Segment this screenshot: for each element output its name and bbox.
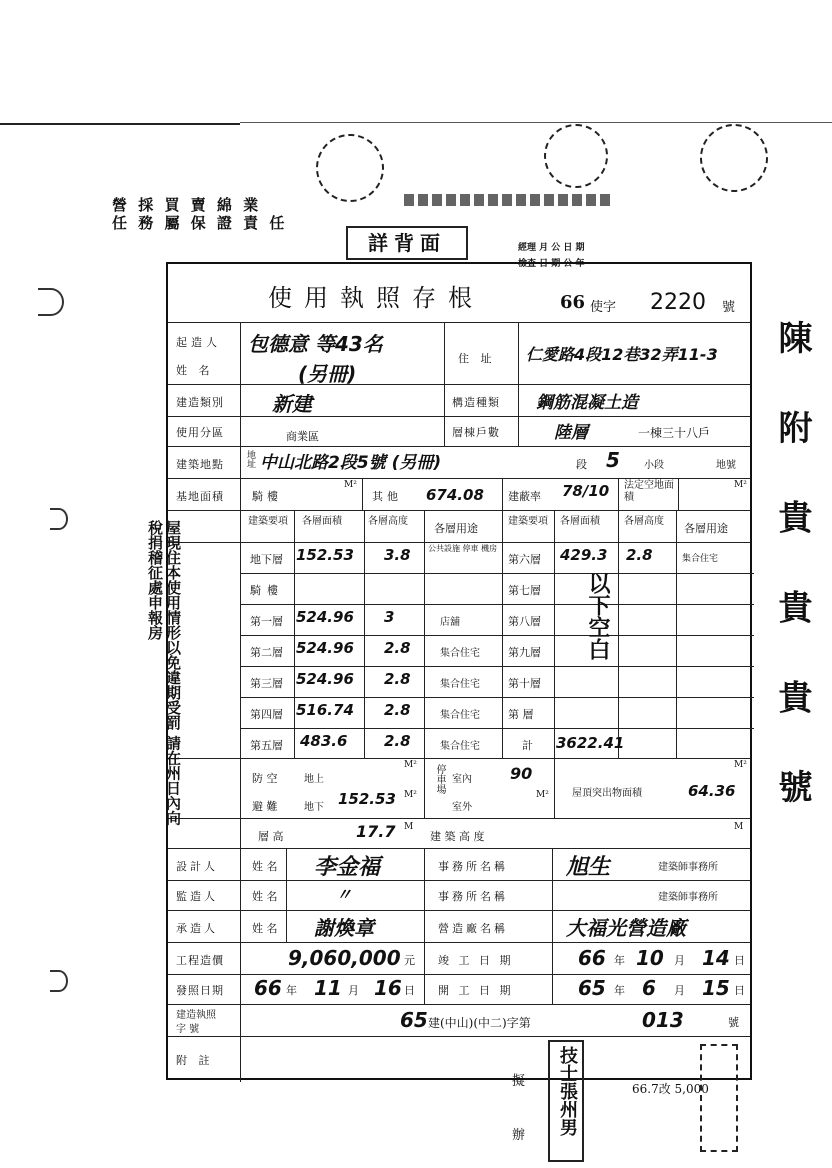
contractor-label: 承造人 [176,922,218,935]
seal-stamp-2 [544,124,608,188]
completion-day-char: 日 [734,954,745,967]
floor-area: 152.53 [296,546,354,564]
site-label: 建築地點 [176,458,224,471]
rule [554,758,555,818]
sign-label-1: 擬 [512,1074,526,1089]
floor-row [502,697,754,728]
floor-rows-left [240,542,502,758]
permit-number-prefix: 66 [560,292,586,313]
floor-row [502,728,754,758]
supervisor-label: 監造人 [176,890,218,903]
rule [240,635,502,636]
rule [518,384,519,446]
completion-year-char: 年 [614,954,625,967]
floor-name: 第一層 [250,615,283,628]
floor-row [240,542,502,573]
office-label-2: 事務所名稱 [438,890,508,903]
blank-below-note: 以下空白 [585,572,610,660]
office-label: 事務所名稱 [438,860,508,873]
issue-month: 11 [314,976,342,1000]
col-item-header-2: 建築要項 [508,516,548,527]
cost-label: 工程造價 [176,954,224,967]
site-small-section-label: 小段 [644,460,664,471]
site-section-label: 段 [576,458,587,471]
architect-label-2: 建築師事務所 [658,892,718,903]
indoor-value: 90 [510,764,533,783]
floor-area: 429.3 [560,546,608,564]
site-lot-label: 地號 [716,460,736,471]
right-edge-text: 陳 附 貴 貴 貴 號 [772,320,812,826]
rule [168,880,750,881]
parking-label: 停車場 [434,764,445,794]
col-height-header: 各層高度 [368,516,408,527]
defense-label-2: 避 難 [252,800,278,813]
col-use-header: 各層用途 [434,522,478,535]
indoor-label: 室內 [452,774,472,785]
permit-form [166,262,752,1080]
rule [168,510,750,511]
rule [502,573,754,574]
rule [168,446,750,447]
coverage-label: 建蔽率 [508,490,541,503]
rule [286,848,287,942]
issue-label: 發照日期 [176,984,224,997]
approval-stamp-line2: 檢查 日 期 公 年 [518,259,585,269]
factory-label: 營造廠名稱 [438,922,508,935]
floor-name: 第九層 [508,646,541,659]
floor-height: 2.8 [384,732,411,750]
rule [168,1004,750,1005]
rule [518,322,519,384]
start-year-char: 年 [614,984,625,997]
other-label: 其他 [372,490,402,503]
floor-row [240,604,502,635]
floor-row [502,635,754,666]
other-value: 674.08 [426,486,484,504]
site-section-value: 5 [606,448,620,472]
floor-name: 第三層 [250,677,283,690]
floor-use: 店舖 [440,617,460,628]
unit-m2: M² [344,480,357,490]
legal-open-label: 法定空地面積 [624,480,674,503]
permit-label-2: 字 號 [176,1024,200,1035]
floors-value-extra: 一棟三十八戶 [638,426,711,440]
back-side-stamp [346,226,468,260]
floor-area: 516.74 [296,701,354,719]
rule [168,416,750,417]
floor-area: 524.96 [296,670,354,688]
form-title: 使用執照存根 [268,284,484,312]
floor-area: 524.96 [296,639,354,657]
unit-m: M [404,822,414,832]
rule [168,818,750,819]
rule [168,478,750,479]
structure-label: 構造種類 [452,396,500,409]
issue-month-char: 月 [348,984,359,997]
office-value: 旭生 [566,855,611,880]
rule [424,848,425,942]
rule [424,758,425,818]
rule [168,974,750,975]
rule [362,478,363,510]
scan-top-rule-right [240,122,832,123]
date-stamp-row [404,194,614,206]
floor-row [240,728,502,758]
issue-year: 66 [254,976,282,1000]
rule [552,942,553,1004]
rule [240,573,502,574]
floor-height: 2.8 [384,701,411,719]
factory-value: 大福光營造廠 [566,916,686,940]
margin-mark [50,508,68,530]
completion-month: 10 [636,946,664,970]
cost-value: 9,060,000 [288,946,401,970]
cost-unit: 元 [404,954,415,967]
floor-use: 集合住宅 [440,741,480,752]
rule [168,848,750,849]
rule [502,728,754,729]
unit-m2: M² [536,790,549,800]
rule [618,478,619,510]
underground-label: 地下 [304,802,324,813]
floor-name: 地下層 [250,553,283,566]
designer-name: 李金福 [314,855,381,880]
rule [502,604,754,605]
floor-name: 第六層 [508,553,541,566]
floor-row [502,573,754,604]
permit-number-suffix: 號 [722,300,736,315]
permit-value-mid: 建(中山)(中二)字第 [428,1016,531,1030]
floor-rows-right [502,542,754,758]
sign-label-2: 辦 [512,1128,526,1143]
scan-top-rule [0,123,240,125]
floor-name: 騎樓 [250,584,284,597]
floor-name: 第 層 [508,708,534,721]
header-note-line2: 任 務 屬 保 證 責 任 [112,214,288,232]
floor-use: 集合住宅 [440,679,480,690]
start-label: 開 工 日 期 [438,984,514,997]
floor-row [240,573,502,604]
floor-height: 2.8 [384,670,411,688]
roof-label: 屋頂突出物面積 [572,788,642,799]
left-margin-notice: 屋現住本使用情形以免違期受罰 請在州日內向稅捐稽征處申報房 [146,520,182,826]
floor-row [240,635,502,666]
floor-height-value: 17.7 [356,822,396,841]
floor-name: 第七層 [508,584,541,597]
floor-name: 第八層 [508,615,541,628]
rule [678,478,679,510]
rule [240,697,502,698]
base-area-label: 基地面積 [176,490,224,503]
rule [444,416,445,446]
permit-value-year: 65 [400,1008,428,1032]
rule [502,666,754,667]
rule [168,910,750,911]
builder-label-2: 姓 名 [176,364,214,377]
site-sub-label: 地址 [245,450,255,468]
designer-label: 設計人 [176,860,218,873]
col-area-header-2: 各層面積 [560,516,600,527]
floor-height-label: 層 高 [258,830,284,843]
col-use-header-2: 各層用途 [684,522,728,535]
builder-label-1: 起造人 [176,336,221,349]
unit-m2: M² [404,760,417,770]
header-note-line1: 營 採 買 賣 綿 業 [112,196,262,214]
floor-height: 3.8 [384,546,411,564]
unit-m2: M² [734,760,747,770]
seal-stamp-3 [690,114,777,201]
supervisor-name: 〃 [336,885,353,904]
unit-m2: M² [734,480,747,490]
floor-area: 483.6 [300,732,348,750]
rule [424,942,425,1004]
floor-area: 3622.41 [556,734,625,752]
unit-m2: M² [404,790,417,800]
floor-use: 集合住宅 [682,554,719,564]
rule [168,322,750,323]
start-day: 15 [702,976,730,1000]
use-zone-label: 使用分區 [176,426,224,439]
use-zone-value: 商業區 [286,430,319,443]
floors-label: 層棟戶數 [452,426,500,439]
rule [168,384,750,385]
margin-mark [50,970,68,992]
permit-number-value: 2220 [650,290,706,315]
completion-month-char: 月 [674,954,685,967]
margin-mark [38,288,64,316]
rule [240,728,502,729]
underground-value: 152.53 [338,790,396,808]
start-year: 65 [578,976,606,1000]
seal-stamp-bottom [700,1044,738,1152]
defense-label-1: 防 空 [252,772,278,785]
col-area-header: 各層面積 [302,516,342,527]
builder-value-sub: (另冊) [298,362,357,386]
floor-height: 3 [384,608,395,626]
col-item-header: 建築要項 [248,516,288,527]
start-month: 6 [642,976,656,1000]
floor-name: 第二層 [250,646,283,659]
address-value: 仁愛路4段12巷32弄11-3 [526,345,718,364]
permit-label-1: 建造執照 [176,1010,216,1021]
arcade-label: 騎樓 [252,490,282,503]
permit-value-suffix: 號 [728,1016,739,1029]
approver-stamp-text: 技士張州男 [557,1046,578,1136]
floor-name: 第十層 [508,677,541,690]
completion-label: 竣 工 日 期 [438,954,514,967]
floor-row [502,604,754,635]
col-height-header-2: 各層高度 [624,516,664,527]
floor-height: 2.8 [626,546,653,564]
start-day-char: 日 [734,984,745,997]
floor-height: 2.8 [384,639,411,657]
back-side-stamp-text: 詳背面 [368,231,446,255]
permit-value-number: 013 [642,1008,684,1032]
architect-label-1: 建築師事務所 [658,862,718,873]
name-label-2: 姓 名 [252,890,278,903]
issue-day-char: 日 [404,984,415,997]
start-month-char: 月 [674,984,685,997]
address-label: 住 址 [458,352,496,365]
remark-label: 附 註 [176,1054,214,1067]
floors-value: 陸層 [554,423,588,443]
building-type-label: 建造類別 [176,396,224,409]
above-ground-label: 地上 [304,774,324,785]
seal-stamp-1 [306,124,393,211]
permit-number-middle: 使字 [590,300,617,315]
rule [168,942,750,943]
floor-name: 第五層 [250,739,283,752]
rule [552,848,553,942]
structure-value: 鋼筋混凝土造 [536,393,638,413]
floor-row [240,666,502,697]
floor-use: 集合住宅 [440,710,480,721]
rule [502,635,754,636]
approver-stamp [548,1040,584,1162]
issue-year-char: 年 [286,984,297,997]
rule [502,478,503,510]
name-label-3: 姓 名 [252,922,278,935]
building-height-label: 建 築 高 度 [430,830,485,843]
floor-name: 第四層 [250,708,283,721]
rule [502,697,754,698]
rule [168,758,750,759]
floor-row [240,697,502,728]
floor-row [502,542,754,573]
site-value: 中山北路2段5號 (另冊) [260,453,442,473]
completion-year: 66 [578,946,606,970]
builder-value: 包德意 等43名 [248,332,383,356]
floor-row [502,666,754,697]
stamp-code: 66.7改 5,000 [632,1082,709,1096]
roof-value: 64.36 [688,782,736,800]
outdoor-label: 室外 [452,802,472,813]
name-label-1: 姓 名 [252,860,278,873]
completion-day: 14 [702,946,730,970]
floor-use: 集合住宅 [440,648,480,659]
coverage-value: 78/10 [562,482,610,500]
rule [240,666,502,667]
floor-use: 公共設施 停車 機房 [428,544,498,553]
approval-stamp-line1: 經理 月 公 日 期 [518,243,585,253]
unit-m: M [734,822,744,832]
issue-day: 16 [374,976,402,1000]
rule [444,322,445,416]
rule [168,1036,750,1037]
rule [240,604,502,605]
building-type-value: 新建 [272,392,312,416]
contractor-name: 謝煥章 [314,916,374,940]
floor-name: 計 [522,739,533,752]
floor-area: 524.96 [296,608,354,626]
